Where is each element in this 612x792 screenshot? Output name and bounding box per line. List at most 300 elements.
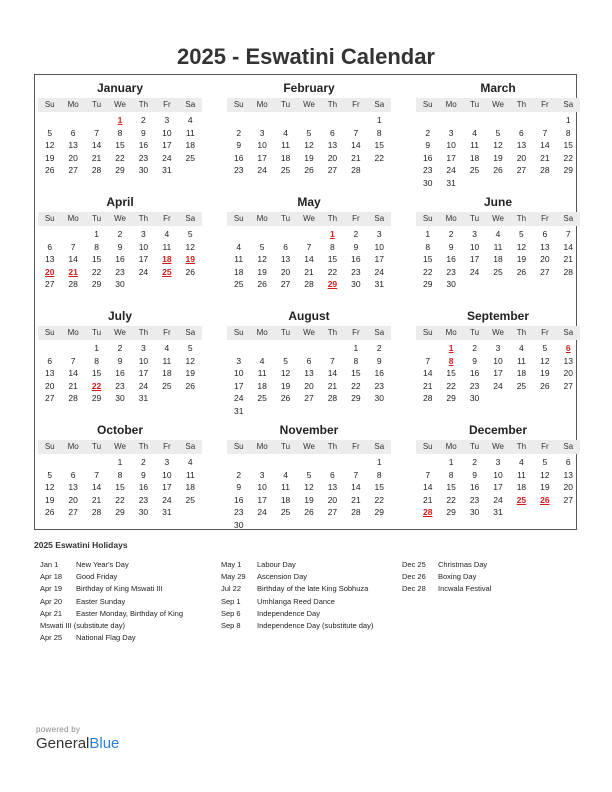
- day-cell: 25: [469, 165, 480, 175]
- weekday-label: Mo: [256, 442, 268, 451]
- empty-day-cell: [321, 114, 344, 127]
- holiday-list-item: [221, 571, 401, 583]
- day-cell: 9: [236, 482, 242, 492]
- holiday-name: Incwala Festival: [438, 584, 492, 594]
- day-cell: 21: [422, 494, 433, 505]
- weekday-label: Tu: [470, 100, 480, 109]
- day-cell: 30: [115, 279, 125, 289]
- holiday-date: Apr 19: [40, 584, 63, 594]
- day-cell: 12: [493, 140, 503, 150]
- day-cell: 25: [162, 380, 172, 391]
- day-cell: 5: [47, 127, 53, 138]
- day-cell: 7: [94, 469, 99, 480]
- day-cell: 18: [516, 368, 527, 378]
- day-cell: 12: [280, 368, 291, 378]
- brand-blue: Blue: [89, 735, 120, 752]
- day-cell: 6: [306, 355, 312, 366]
- day-cell: 18: [516, 482, 527, 492]
- weekday-label: Th: [516, 214, 527, 223]
- holiday-day-cell: 26: [540, 494, 550, 505]
- weekday-label: Sa: [374, 214, 385, 223]
- holiday-column-3: [402, 559, 582, 596]
- day-cell: 17: [374, 254, 385, 264]
- empty-day-cell: [510, 114, 533, 127]
- day-cell: 27: [68, 507, 78, 517]
- month-name: October: [96, 423, 143, 437]
- day-grid: [227, 342, 391, 417]
- day-cell: 8: [565, 127, 571, 138]
- weekday-label: Th: [138, 100, 149, 109]
- weekday-label: Tu: [281, 442, 291, 451]
- weekday-label: We: [114, 214, 126, 223]
- empty-day-cell: [321, 456, 344, 469]
- day-cell: 16: [446, 254, 456, 264]
- weekday-label: Fr: [163, 214, 171, 223]
- weekday-label: Fr: [163, 442, 171, 451]
- empty-day-cell: [297, 342, 320, 355]
- holiday-date: Dec 25: [402, 560, 426, 569]
- day-cell: 24: [374, 266, 385, 277]
- holiday-day-cell: 18: [162, 254, 172, 264]
- holiday-day-cell: 22: [91, 380, 102, 391]
- empty-day-cell: [297, 228, 320, 241]
- day-cell: 20: [540, 254, 550, 264]
- day-cell: 28: [351, 507, 361, 517]
- day-cell: 10: [162, 127, 172, 138]
- day-cell: 21: [91, 152, 102, 163]
- day-cell: 23: [374, 380, 385, 391]
- weekday-label: We: [114, 442, 126, 451]
- day-cell: 1: [117, 457, 123, 467]
- day-cell: 26: [280, 393, 291, 403]
- month-october: [38, 421, 202, 519]
- day-cell: 24: [493, 494, 503, 505]
- day-cell: 10: [493, 355, 503, 366]
- day-cell: 10: [446, 140, 456, 150]
- weekday-header: [416, 440, 580, 454]
- weekday-label: Tu: [470, 214, 480, 223]
- holiday-list-item: [40, 632, 220, 644]
- day-cell: 5: [259, 241, 265, 252]
- day-cell: 13: [563, 469, 574, 480]
- day-cell: 27: [44, 393, 55, 403]
- generalblue-logo[interactable]: [36, 725, 119, 752]
- day-cell: 27: [327, 507, 338, 517]
- weekday-label: We: [492, 214, 504, 223]
- day-cell: 10: [138, 241, 149, 252]
- day-cell: 7: [542, 127, 548, 138]
- day-cell: 25: [233, 279, 244, 289]
- day-cell: 25: [257, 393, 267, 403]
- holiday-list-item: [221, 608, 401, 620]
- holiday-name: New Year's Day: [76, 560, 129, 569]
- weekday-label: Fr: [163, 328, 171, 337]
- day-cell: 21: [351, 494, 361, 505]
- day-cell: 22: [446, 494, 456, 505]
- day-cell: 26: [516, 266, 527, 277]
- day-cell: 28: [563, 266, 574, 277]
- day-cell: 12: [516, 241, 527, 252]
- day-cell: 10: [233, 368, 244, 378]
- weekday-label: Su: [44, 100, 55, 109]
- day-cell: 17: [493, 482, 503, 492]
- day-cell: 26: [304, 507, 314, 517]
- weekday-label: Fr: [352, 100, 360, 109]
- day-cell: 4: [187, 457, 193, 467]
- day-cell: 9: [448, 241, 454, 252]
- day-cell: 31: [162, 507, 172, 517]
- day-cell: 11: [493, 241, 503, 252]
- day-cell: 3: [236, 355, 242, 366]
- day-cell: 20: [68, 152, 78, 163]
- holiday-date: Jan 1: [40, 560, 59, 569]
- day-cell: 12: [44, 482, 55, 492]
- holiday-date: Sep 1: [221, 596, 241, 606]
- day-cell: 29: [91, 279, 102, 289]
- day-cell: 6: [565, 457, 571, 467]
- empty-day-cell: [416, 114, 439, 127]
- day-cell: 5: [306, 127, 312, 138]
- holiday-name: Easter Sunday: [76, 596, 126, 606]
- day-cell: 26: [44, 165, 55, 175]
- day-cell: 23: [446, 266, 456, 277]
- day-cell: 12: [185, 355, 196, 366]
- holiday-date: Apr 20: [40, 596, 63, 606]
- day-grid: [38, 342, 202, 405]
- day-cell: 23: [422, 165, 433, 175]
- day-cell: 10: [162, 469, 172, 480]
- holiday-name: Independence Day (substitute day): [257, 621, 374, 631]
- day-cell: 7: [353, 469, 359, 480]
- day-cell: 1: [376, 457, 382, 467]
- day-cell: 19: [304, 494, 314, 505]
- day-grid: [227, 456, 391, 531]
- day-cell: 21: [563, 254, 574, 264]
- weekday-label: Mo: [67, 442, 79, 451]
- day-cell: 16: [115, 254, 125, 264]
- day-cell: 23: [469, 494, 480, 505]
- empty-day-cell: [297, 456, 320, 469]
- weekday-label: Th: [327, 214, 338, 223]
- day-cell: 24: [257, 507, 267, 517]
- day-cell: 22: [351, 380, 361, 391]
- day-cell: 19: [540, 368, 550, 378]
- day-cell: 18: [469, 152, 480, 163]
- day-cell: 5: [542, 343, 548, 353]
- weekday-label: Fr: [541, 214, 549, 223]
- day-cell: 21: [422, 380, 433, 391]
- day-cell: 28: [91, 165, 102, 175]
- empty-day-cell: [227, 228, 250, 241]
- day-cell: 24: [493, 380, 503, 391]
- day-cell: 31: [233, 405, 244, 416]
- day-cell: 27: [304, 393, 314, 403]
- day-cell: 23: [115, 380, 125, 391]
- weekday-label: Mo: [445, 100, 457, 109]
- day-grid: [38, 114, 202, 177]
- holiday-name: Good Friday: [76, 572, 118, 582]
- day-cell: 23: [351, 266, 361, 277]
- day-cell: 17: [233, 380, 244, 391]
- day-cell: 30: [138, 165, 149, 175]
- holiday-list-item: [40, 571, 220, 583]
- day-cell: 15: [91, 368, 102, 378]
- day-cell: 2: [236, 127, 242, 138]
- day-cell: 9: [376, 355, 382, 366]
- day-grid: [38, 228, 202, 291]
- month-april: [38, 193, 202, 291]
- holiday-day-cell: 1: [330, 229, 335, 239]
- day-cell: 11: [281, 140, 290, 150]
- day-cell: 13: [68, 482, 78, 492]
- day-cell: 17: [138, 368, 149, 378]
- holiday-date: May 1: [221, 560, 242, 569]
- day-cell: 10: [374, 241, 385, 252]
- day-cell: 30: [469, 393, 480, 403]
- day-cell: 22: [374, 494, 385, 505]
- day-cell: 2: [472, 343, 477, 353]
- day-cell: 23: [233, 165, 244, 175]
- weekday-label: Fr: [541, 100, 549, 109]
- day-cell: 17: [257, 152, 267, 163]
- day-cell: 4: [164, 229, 170, 239]
- month-name: May: [297, 195, 321, 209]
- day-cell: 15: [115, 140, 125, 150]
- day-cell: 13: [44, 254, 55, 264]
- day-cell: 19: [44, 152, 55, 163]
- day-cell: 25: [185, 494, 196, 505]
- day-cell: 17: [493, 368, 503, 378]
- weekday-label: Tu: [281, 214, 291, 223]
- powered-by-label: powered by: [36, 725, 81, 734]
- day-cell: 29: [374, 507, 385, 517]
- day-cell: 3: [141, 229, 146, 239]
- holiday-list-item: [221, 559, 401, 571]
- day-cell: 12: [257, 254, 267, 264]
- day-cell: 10: [493, 469, 503, 480]
- weekday-label: Mo: [256, 214, 268, 223]
- day-cell: 6: [47, 241, 53, 252]
- day-cell: 20: [563, 368, 574, 378]
- holiday-date: Sep 8: [221, 621, 241, 631]
- day-cell: 5: [283, 355, 288, 366]
- month-may: [227, 193, 391, 291]
- empty-day-cell: [61, 114, 84, 127]
- day-cell: 26: [540, 380, 550, 391]
- day-cell: 17: [446, 152, 456, 163]
- holiday-date: Jul 22: [221, 584, 242, 594]
- day-grid: [227, 114, 391, 177]
- weekday-label: We: [492, 442, 504, 451]
- day-cell: 15: [446, 368, 456, 378]
- day-cell: 20: [304, 380, 314, 391]
- month-name: December: [468, 423, 528, 437]
- day-cell: 15: [563, 140, 574, 150]
- month-name: April: [106, 195, 134, 209]
- day-cell: 27: [44, 279, 55, 289]
- day-cell: 27: [563, 380, 574, 391]
- day-cell: 3: [141, 343, 146, 353]
- day-cell: 23: [115, 266, 125, 277]
- day-cell: 14: [91, 140, 102, 150]
- day-cell: 25: [516, 380, 527, 391]
- day-cell: 11: [162, 355, 172, 366]
- day-cell: 19: [540, 482, 550, 492]
- day-cell: 17: [162, 482, 172, 492]
- month-name: November: [279, 423, 339, 437]
- weekday-label: Tu: [470, 442, 480, 451]
- holiday-day-cell: 25: [516, 494, 527, 505]
- weekday-label: Su: [44, 328, 55, 337]
- day-cell: 4: [495, 229, 501, 239]
- day-cell: 4: [519, 343, 524, 353]
- day-cell: 17: [162, 140, 172, 150]
- day-cell: 18: [162, 368, 172, 378]
- day-cell: 9: [141, 127, 146, 138]
- weekday-label: We: [303, 328, 315, 337]
- weekday-label: Tu: [92, 214, 102, 223]
- day-cell: 22: [327, 266, 338, 277]
- day-cell: 1: [353, 343, 359, 353]
- day-cell: 14: [351, 140, 361, 150]
- holiday-name: Birthday of King Mswati III: [76, 584, 163, 594]
- day-cell: 30: [351, 279, 361, 289]
- day-cell: 15: [351, 368, 361, 378]
- day-cell: 24: [257, 165, 267, 175]
- day-cell: 29: [115, 507, 125, 517]
- empty-day-cell: [274, 228, 297, 241]
- weekday-label: Mo: [445, 328, 457, 337]
- month-name: February: [283, 81, 335, 95]
- holiday-day-cell: 1: [117, 115, 123, 125]
- day-cell: 28: [351, 165, 361, 175]
- day-cell: 23: [469, 380, 480, 391]
- empty-day-cell: [463, 114, 486, 127]
- day-cell: 1: [94, 229, 99, 239]
- weekday-header: [227, 326, 391, 340]
- empty-day-cell: [61, 228, 84, 241]
- empty-day-cell: [38, 228, 61, 241]
- day-cell: 4: [259, 355, 265, 366]
- holiday-day-cell: 20: [44, 266, 55, 277]
- weekday-label: We: [303, 100, 315, 109]
- day-cell: 16: [469, 368, 480, 378]
- holiday-day-cell: 21: [68, 266, 78, 277]
- brand-name: [36, 735, 119, 752]
- weekday-label: Tu: [92, 100, 102, 109]
- day-cell: 29: [446, 393, 456, 403]
- day-cell: 2: [117, 229, 123, 239]
- day-cell: 14: [563, 241, 574, 252]
- day-cell: 30: [374, 393, 385, 403]
- empty-day-cell: [227, 114, 250, 127]
- day-cell: 8: [94, 241, 99, 252]
- day-cell: 12: [304, 140, 314, 150]
- empty-day-cell: [250, 456, 273, 469]
- day-cell: 21: [304, 266, 314, 277]
- holiday-day-cell: 28: [422, 507, 433, 517]
- day-cell: 13: [540, 241, 550, 252]
- day-cell: 18: [233, 266, 244, 277]
- day-cell: 7: [425, 355, 431, 366]
- day-cell: 8: [425, 241, 431, 252]
- day-cell: 9: [472, 469, 477, 480]
- day-cell: 11: [470, 140, 479, 150]
- month-september: [416, 307, 580, 405]
- empty-day-cell: [486, 114, 509, 127]
- day-cell: 30: [446, 279, 456, 289]
- day-cell: 7: [70, 241, 76, 252]
- day-cell: 28: [540, 165, 550, 175]
- weekday-label: Mo: [67, 328, 79, 337]
- weekday-header: [38, 440, 202, 454]
- day-cell: 19: [304, 152, 314, 163]
- weekday-header: [38, 326, 202, 340]
- day-cell: 11: [257, 368, 267, 378]
- empty-day-cell: [274, 114, 297, 127]
- day-cell: 13: [304, 368, 314, 378]
- day-cell: 4: [164, 343, 170, 353]
- day-cell: 10: [257, 140, 267, 150]
- empty-day-cell: [250, 342, 273, 355]
- empty-day-cell: [533, 114, 556, 127]
- month-august: [227, 307, 391, 417]
- day-cell: 3: [472, 229, 477, 239]
- weekday-header: [38, 212, 202, 226]
- calendar-grid: [34, 74, 577, 530]
- month-july: [38, 307, 202, 405]
- day-cell: 12: [540, 355, 550, 366]
- weekday-label: Fr: [541, 442, 549, 451]
- weekday-label: Th: [516, 442, 527, 451]
- weekday-label: Fr: [352, 442, 360, 451]
- day-cell: 8: [376, 469, 382, 480]
- holiday-date: Apr 18: [40, 572, 63, 582]
- day-cell: 7: [425, 469, 431, 480]
- day-cell: 8: [448, 469, 454, 480]
- day-cell: 3: [376, 229, 382, 239]
- weekday-label: Tu: [92, 442, 102, 451]
- day-cell: 28: [422, 393, 433, 403]
- weekday-label: Mo: [67, 214, 79, 223]
- day-cell: 6: [542, 229, 548, 239]
- weekday-header: [227, 98, 391, 112]
- day-cell: 24: [469, 266, 480, 277]
- day-cell: 27: [327, 165, 338, 175]
- holiday-day-cell: 25: [162, 266, 172, 277]
- day-grid: [416, 228, 580, 291]
- weekday-header: [38, 98, 202, 112]
- day-cell: 8: [376, 127, 382, 138]
- empty-day-cell: [85, 456, 108, 469]
- day-cell: 9: [117, 355, 123, 366]
- day-cell: 18: [185, 482, 196, 492]
- empty-day-cell: [344, 114, 367, 127]
- day-cell: 28: [304, 279, 314, 289]
- day-cell: 7: [353, 127, 359, 138]
- day-cell: 15: [422, 254, 433, 264]
- day-cell: 26: [493, 165, 503, 175]
- weekday-label: Fr: [352, 328, 360, 337]
- weekday-label: Tu: [281, 100, 291, 109]
- day-cell: 9: [141, 469, 146, 480]
- weekday-label: We: [492, 328, 504, 337]
- day-cell: 3: [164, 115, 170, 125]
- day-cell: 1: [448, 457, 454, 467]
- day-cell: 26: [185, 380, 196, 391]
- weekday-label: Th: [516, 100, 527, 109]
- day-cell: 24: [138, 266, 149, 277]
